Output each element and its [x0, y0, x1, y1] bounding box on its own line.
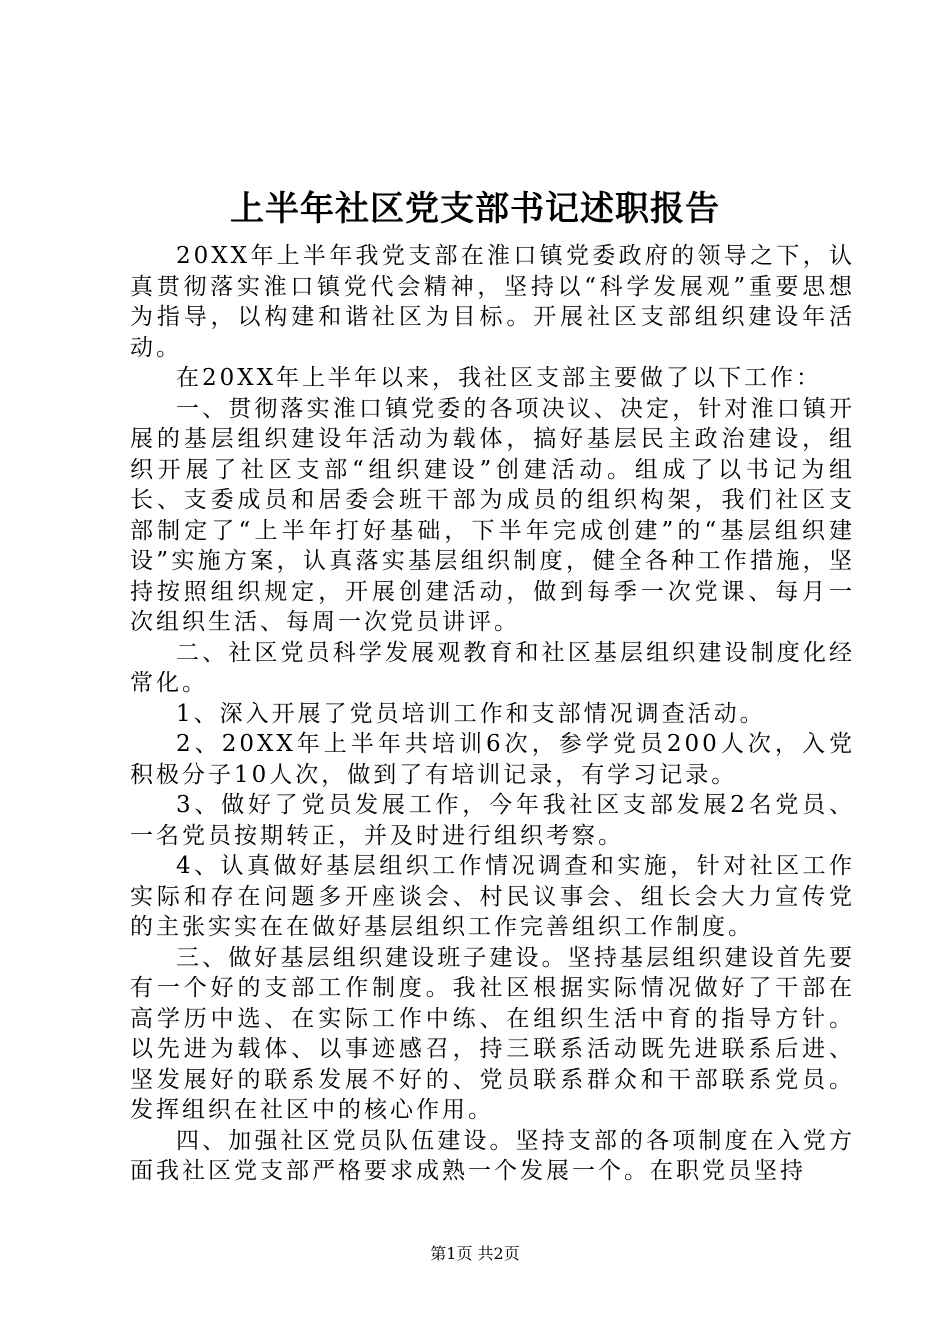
paragraph: 4、认真做好基层组织工作情况调查和实施，针对社区工作实际和存在问题多开座谈会、村民议事会、组长会大力宣传党的主张实实在在做好基层组织工作完善组织工作制度。: [130, 853, 855, 940]
paragraph: 1、深入开展了党员培训工作和支部情况调查活动。: [176, 700, 766, 727]
paragraph: 在20XX年上半年以来，我社区支部主要做了以下工作：: [176, 365, 823, 391]
document-title: 上半年社区党支部书记述职报告: [230, 189, 720, 229]
paragraph: 一、贯彻落实淮口镇党委的各项决议、决定，针对淮口镇开展的基层组织建设年活动为载体，搞好基层民主政治建设，组织开展了社区支部“组织建设”创建活动。组成了以书记为组长、支委成员和居委会班干部为成员的组织构架，我们社区支部制定了“上半年打好基础，下半年完成创建”的“基层组织建设”实施方案，认真落实基层组织制度，健全各种工作措施，坚持按照组织规定，开展创建活动，做到每季一次党课、每月一次组织生活、每周一次党员讲评。: [130, 395, 855, 635]
paragraph: 二、社区党员科学发展观教育和社区基层组织建设制度化经常化。: [130, 639, 855, 696]
paragraph: 3、做好了党员发展工作，今年我社区支部发展2名党员、一名党员按期转正，并及时进行组织考察。: [130, 792, 855, 849]
paragraph: 四、加强社区党员队伍建设。坚持支部的各项制度在入党方面我社区党支部严格要求成熟一个发展一个。在职党员坚持: [130, 1127, 855, 1184]
document-body: [130, 241, 855, 1187]
page-footer: 第1页 共2页: [430, 1244, 520, 1263]
paragraph: 三、做好基层组织建设班子建设。坚持基层组织建设首先要有一个好的支部工作制度。我社区根据实际情况做好了干部在高学历中选、在实际工作中练、在组织生活中育的指导方针。以先进为载体、以事迹感召，持三联系活动既先进联系后进、坚发展好的联系发展不好的、党员联系群众和干部联系党员。发挥组织在社区中的核心作用。: [130, 944, 855, 1123]
paragraph: 20XX年上半年我党支部在淮口镇党委政府的领导之下，认真贯彻落实淮口镇党代会精神，坚持以“科学发展观”重要思想为指导，以构建和谐社区为目标。开展社区支部组织建设年活动。: [130, 243, 855, 361]
paragraph: 2、20XX年上半年共培训6次，参学党员200人次，入党积极分子10人次，做到了有培训记录，有学习记录。: [130, 731, 855, 788]
